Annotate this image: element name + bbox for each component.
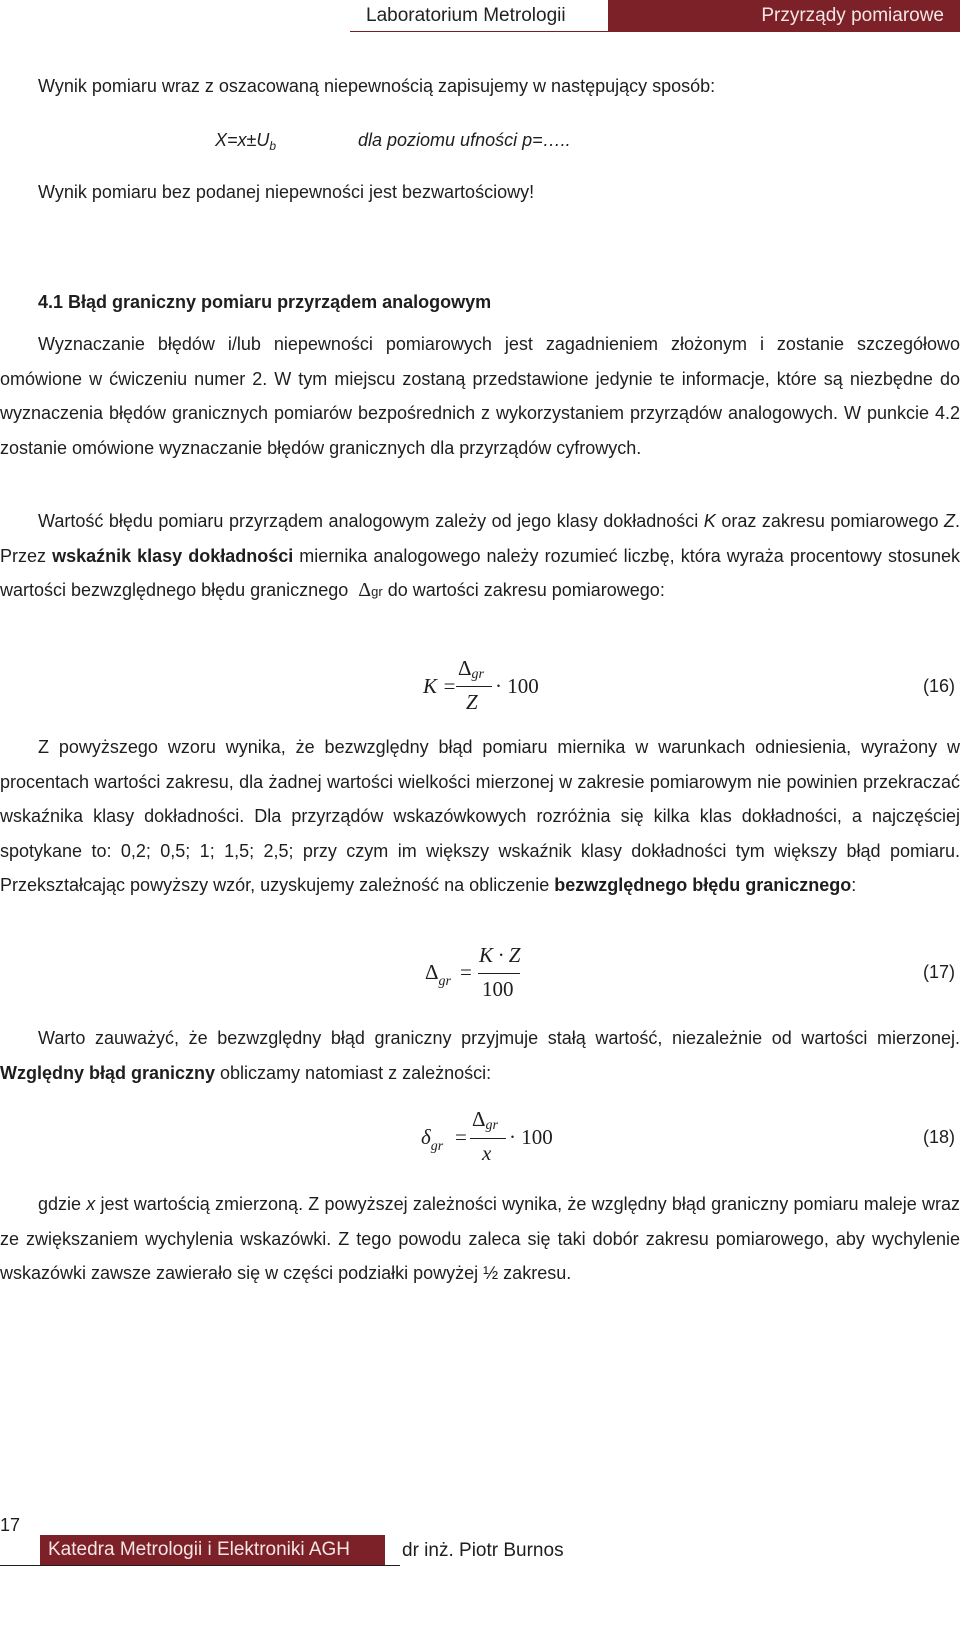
delta-symbol: Δ bbox=[358, 579, 372, 601]
eq16-fraction-bar bbox=[456, 686, 492, 687]
section-heading: 4.1 Błąd graniczny pomiaru przyrządem analogowym bbox=[38, 292, 492, 312]
eq18-lhs-sub: gr bbox=[430, 1139, 444, 1154]
footer-department: Katedra Metrologii i Elektroniki AGH bbox=[40, 1535, 385, 1565]
eq18-fraction-bar bbox=[470, 1138, 506, 1139]
result-formula bbox=[215, 130, 276, 151]
paragraph-4-text-2: obliczamy natomiast z zależności: bbox=[215, 1062, 492, 1083]
eq17-lhs-sub: gr bbox=[438, 974, 451, 989]
paragraph-2 bbox=[0, 504, 960, 610]
eq16-multiplier: · 100 bbox=[495, 674, 539, 698]
paragraph-2-text-2: oraz zakresu pomiarowego bbox=[715, 511, 944, 531]
paragraph-5 bbox=[0, 1187, 960, 1291]
paragraph-5-text-1: gdzie bbox=[38, 1194, 87, 1214]
paragraph-3-text-2: : bbox=[851, 875, 857, 895]
symbol-x: x bbox=[86, 1194, 96, 1214]
eq16-lhs: K = bbox=[423, 674, 457, 698]
delta-subscript: gr bbox=[371, 584, 383, 599]
paragraph-3 bbox=[0, 730, 960, 903]
absolute-error-term: bezwzględnego błędu granicznego bbox=[554, 875, 852, 895]
symbol-k: K bbox=[703, 511, 716, 531]
footer-divider bbox=[0, 1565, 400, 1566]
paragraph-2-text-3: . Przez bbox=[0, 511, 960, 566]
eq18-lhs bbox=[421, 1125, 444, 1154]
header-course-title: Laboratorium Metrologii bbox=[350, 0, 608, 32]
eq18-denominator: x bbox=[482, 1141, 492, 1165]
eq17-lhs bbox=[425, 960, 451, 989]
paragraph-2-text-4: miernika analogowego należy rozumieć liczbę, która wyraża procentowy stosunek wartości bezwzględnego błędu granicznego bbox=[0, 545, 960, 600]
eq17-equals: = bbox=[460, 960, 472, 984]
eq18-number: (18) bbox=[922, 1127, 955, 1147]
result-formula-main: X=x±U bbox=[215, 130, 270, 150]
paragraph-3-text-1: Z powyższego wzoru wynika, że bezwzględny błąd pomiaru miernika w warunkach odniesienia, wyrażony w procentach wartości zakresu, dla żadnej wartości wielkości mierzonej w zakresie pomiarowym nie powinien przekraczać wskaźnika klasy dokładności. Dla przyrządów wskazówkowych rozróżnia się kilka klas dokładności, a najczęściej spotykane to: 0,2; 0,5; 1; 1,5; 2,5; przy czym im większy wskaźnik klasy dokładności tym większy błąd pomiaru. Przekształcając powyższy wzór, uzyskujemy zależność na obliczenie bbox=[0, 737, 960, 895]
paragraph-4 bbox=[0, 1021, 960, 1090]
paragraph-2-text-1: Wartość błędu pomiaru przyrządem analogowym zależy od jego klasy dokładności bbox=[38, 511, 704, 531]
intro-line-1: Wynik pomiaru wraz z oszacowaną niepewnością zapisujemy w następujący sposób: bbox=[38, 76, 716, 96]
result-formula-sub: b bbox=[269, 139, 277, 153]
eq17-delta: Δ bbox=[425, 960, 439, 984]
page-number: 17 bbox=[0, 1515, 21, 1535]
footer-author: dr inż. Piotr Burnos bbox=[402, 1540, 564, 1561]
eq17-number: (17) bbox=[922, 962, 955, 982]
eq18-multiplier: · 100 bbox=[509, 1125, 553, 1149]
paragraph-4-text-1: Warto zauważyć, że bezwzględny błąd graniczny przyjmuje stałą wartość, niezależnie od wartości mierzonej. bbox=[38, 1028, 960, 1048]
header-chapter-title: Przyrządy pomiarowe bbox=[608, 0, 960, 32]
eq16-numerator bbox=[458, 656, 484, 681]
paragraph-5-text-2: jest wartością zmierzoną. Z powyższej zależności wynika, że względny błąd graniczny pomiaru maleje wraz ze zwiększaniem wychylenia wskazówki. Z tego powodu zaleca się taki dobór zakresu pomiarowego, aby wychylenie wskazówki zawsze zawierało się w części podziałki powyżej ½ zakresu. bbox=[0, 1194, 960, 1283]
eq17-denominator: 100 bbox=[482, 977, 514, 1001]
eq18-equals: = bbox=[455, 1125, 467, 1149]
eq18-numerator-sub: gr bbox=[485, 1118, 498, 1133]
intro-line-2: Wynik pomiaru bez podanej niepewności jest bezwartościowy! bbox=[38, 182, 535, 202]
eq17-numerator: K · Z bbox=[479, 943, 521, 967]
relative-error-term: Względny błąd graniczny bbox=[0, 1062, 216, 1083]
eq18-delta: Δ bbox=[472, 1107, 486, 1131]
paragraph-1: Wyznaczanie błędów i/lub niepewności pomiarowych jest zagadnieniem złożonym i zostanie szczegółowo omówione w ćwiczeniu numer 2. W tym miejscu zostaną przedstawione jedynie te informacje, które są niezbędne do wyznaczenia błędów granicznych pomiarów bezpośrednich z wykorzystaniem przyrządów analogowych. W punkcie 4.2 zostanie omówione wyznaczanie błędów granicznych dla przyrządów cyfrowych. bbox=[0, 334, 960, 458]
symbol-z: Z bbox=[943, 511, 955, 531]
eq18-delta-lowercase: δ bbox=[421, 1125, 431, 1149]
eq16-delta: Δ bbox=[458, 656, 472, 680]
paragraph-2-text-5: do wartości zakresu pomiarowego: bbox=[382, 580, 665, 600]
eq17-fraction-bar bbox=[478, 973, 520, 974]
eq16-numerator-sub: gr bbox=[471, 667, 484, 682]
eq16-number: (16) bbox=[922, 676, 955, 696]
accuracy-class-term: wskaźnik klasy dokładności bbox=[52, 545, 294, 566]
confidence-level-note: dla poziomu ufności p=….. bbox=[358, 130, 571, 150]
eq18-numerator bbox=[472, 1107, 498, 1132]
eq16-denominator: Z bbox=[466, 690, 478, 714]
